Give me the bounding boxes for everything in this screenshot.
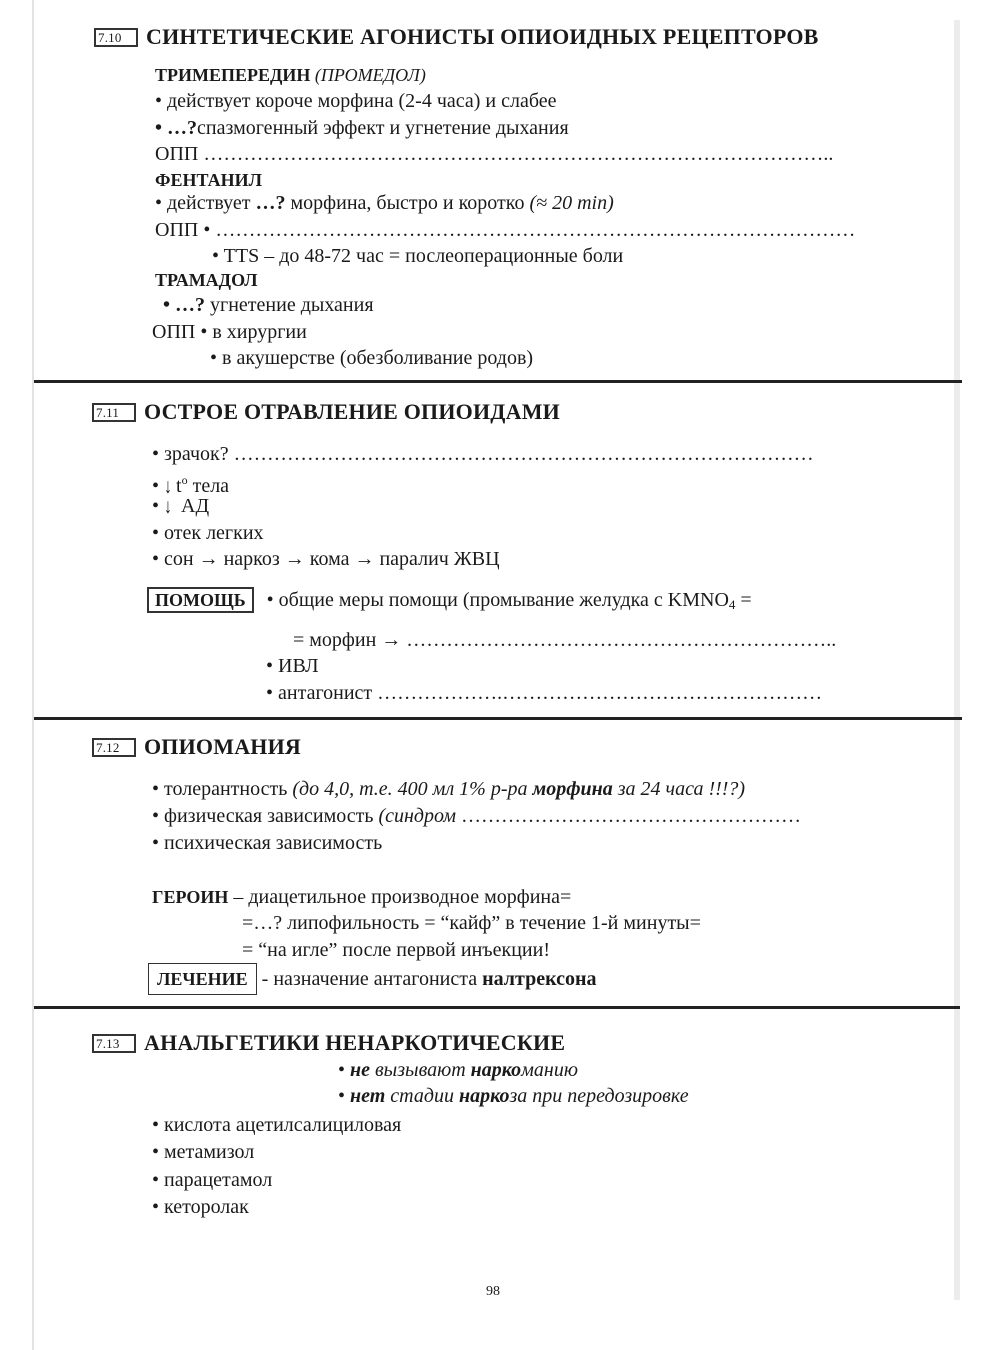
list-item: ОПП • в хирургии <box>152 321 307 343</box>
note-line <box>338 1084 689 1108</box>
note-line <box>338 1058 578 1082</box>
note: (синдром <box>378 805 462 827</box>
drug-name: ТРИМЕПЕРЕДИН <box>155 65 311 85</box>
list-item: • TTS – до 48-72 час = послеоперационные боли <box>212 245 624 267</box>
help-label-box: ПОМОЩЬ <box>147 587 254 613</box>
list-item: • кислота ацетилсалициловая <box>152 1114 402 1136</box>
note: манию <box>521 1059 578 1081</box>
heroin-line <box>152 885 571 909</box>
section-title: СИНТЕТИЧЕСКИЕ АГОНИСТЫ ОПИОИДНЫХ РЕЦЕПТОРОВ <box>146 24 819 49</box>
emphasis: морфина <box>532 778 613 800</box>
emphasis: нарко <box>458 1085 510 1107</box>
list-item-text: – диацетильное производное морфина= <box>228 886 572 908</box>
section-number: 7.12 <box>92 738 136 757</box>
list-item-text: спазмогенный эффект и угнетение дыхания <box>197 117 569 139</box>
drug-tramadol: ТРАМАДОЛ <box>155 270 258 290</box>
bullet: • <box>152 495 160 517</box>
section-divider <box>34 1006 960 1009</box>
list-item: • антагонист ……………….………………………………………… <box>266 682 823 704</box>
list-item <box>155 191 614 215</box>
section-divider <box>34 717 962 720</box>
section-number: 7.10 <box>94 28 138 47</box>
list-item-text: морфина, быстро и коротко <box>285 192 530 214</box>
scan-edge-right <box>954 20 960 1300</box>
list-item-text: • толерантность <box>152 778 293 800</box>
list-item: • отек легких <box>152 522 264 544</box>
list-item-text: t <box>176 475 182 497</box>
fill-dots: …………………………………………… <box>461 805 802 827</box>
list-item-text: АД <box>176 495 210 517</box>
bullet: • <box>338 1085 351 1107</box>
scan-edge-left <box>32 0 34 1350</box>
section-number: 7.11 <box>92 403 136 422</box>
list-item: • психическая зависимость <box>152 832 383 854</box>
heroin-line: = “на игле” после первой инъекции! <box>242 939 550 961</box>
emphasis: нарко <box>470 1059 522 1081</box>
list-item <box>163 293 374 317</box>
note: за при передозировке <box>509 1085 689 1107</box>
drug-trimeperidin <box>155 63 426 87</box>
list-item-text: • общие меры помощи (промывание желудка с KMNO <box>266 589 729 611</box>
note: вызывают <box>370 1059 471 1081</box>
treatment-label-box: ЛЕЧЕНИЕ <box>148 963 257 995</box>
question-mark: • …? <box>155 117 198 139</box>
arrow-down-icon: ↓ <box>164 476 173 499</box>
note: (до 4,0, т.е. 400 мл 1% р-ра <box>292 778 533 800</box>
section-7-10-heading <box>94 25 819 49</box>
list-item: • парацетамол <box>152 1169 273 1191</box>
arrow-down-icon: ↓ <box>164 496 173 519</box>
bullet: • <box>338 1059 351 1081</box>
drug-fentanil: ФЕНТАНИЛ <box>155 170 262 190</box>
section-title: АНАЛЬГЕТИКИ НЕНАРКОТИЧЕСКИЕ <box>144 1030 566 1055</box>
fill-line: = морфин → ……………………………………………………….. <box>293 629 837 651</box>
drug-name: налтрексона <box>482 968 597 990</box>
list-item-text: • физическая зависимость <box>152 805 379 827</box>
section-title: ОСТРОЕ ОТРАВЛЕНИЕ ОПИОИДАМИ <box>144 399 560 424</box>
list-item-text: • действует <box>155 192 256 214</box>
opp-fill-line: ОПП • …………………………………………………………………………………… <box>155 219 856 241</box>
list-item: • зрачок? …………………………………………………………………………… <box>152 443 814 465</box>
subscript: 4 <box>728 597 736 612</box>
page-number: 98 <box>486 1284 500 1299</box>
list-item: • сон → наркоз → кома → паралич ЖВЦ <box>152 548 500 570</box>
list-item-text: тела <box>187 475 230 497</box>
list-item <box>155 116 569 140</box>
opp-fill-line: ОПП ………………………………………………………………………………….. <box>155 143 834 165</box>
section-number: 7.13 <box>92 1034 136 1053</box>
emphasis: не <box>350 1059 370 1081</box>
list-item: • в акушерстве (обезболивание родов) <box>210 347 534 369</box>
section-7-13-heading <box>92 1031 565 1055</box>
duration-note: (≈ 20 min) <box>529 192 614 214</box>
list-item <box>152 804 801 828</box>
section-divider <box>34 380 962 383</box>
drug-name: ГЕРОИН <box>152 887 229 907</box>
question-mark: • …? <box>163 294 206 316</box>
question-mark: …? <box>255 192 286 214</box>
note: за 24 часа !!!?) <box>612 778 746 800</box>
list-item <box>152 777 745 801</box>
drug-alias: (ПРОМЕДОЛ) <box>314 65 426 85</box>
list-item-text: угнетение дыхания <box>205 294 374 316</box>
list-item: • метамизол <box>152 1141 255 1163</box>
list-item: • ИВЛ <box>266 655 319 677</box>
list-item-text: = <box>735 589 752 611</box>
list-item-text: - назначение антагониста <box>256 968 483 990</box>
treatment-row <box>148 963 597 995</box>
help-row <box>147 587 752 617</box>
bullet: • <box>152 475 160 497</box>
heroin-line: =…? липофильность = “кайф” в течение 1-й минуты= <box>242 912 701 934</box>
section-7-11-heading <box>92 400 560 424</box>
degree-mark: o <box>181 473 188 487</box>
list-item <box>152 494 209 520</box>
note: стадии <box>385 1085 459 1107</box>
section-title: ОПИОМАНИЯ <box>144 734 302 759</box>
list-item: • действует короче морфина (2-4 часа) и слабее <box>155 90 557 112</box>
section-7-12-heading <box>92 735 301 759</box>
emphasis: нет <box>350 1085 386 1107</box>
list-item: • кеторолак <box>152 1196 249 1218</box>
